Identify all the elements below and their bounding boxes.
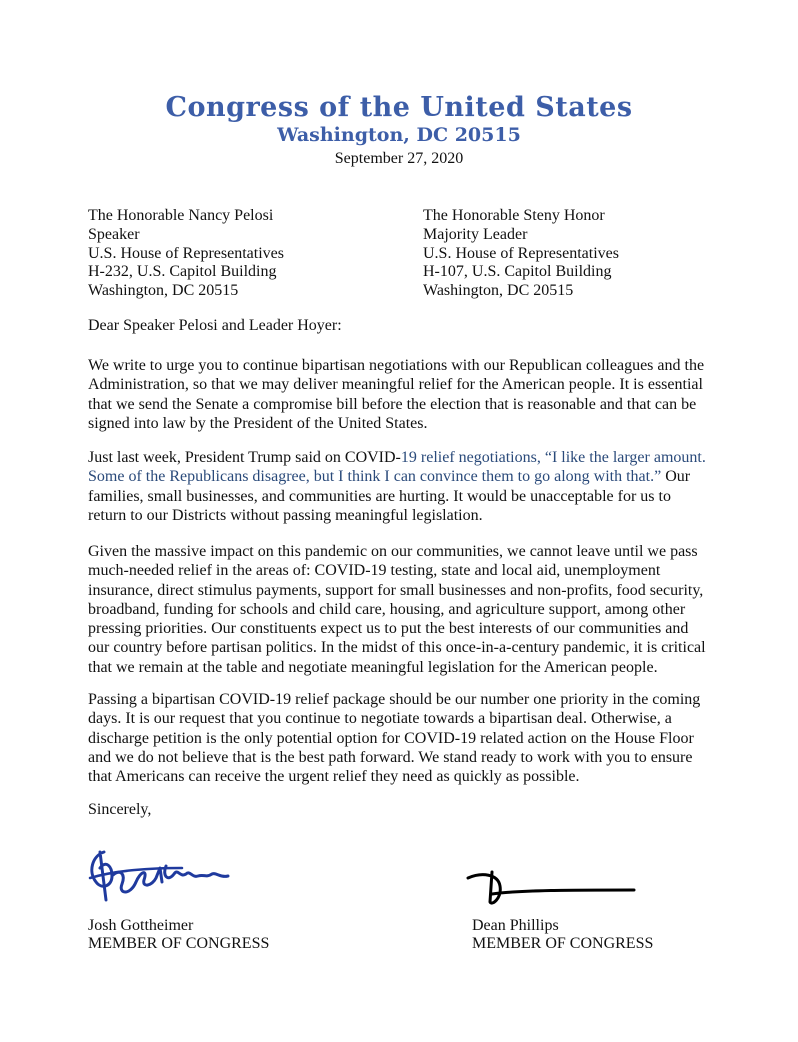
closing: Sincerely, — [88, 801, 152, 818]
signer-gottheimer — [88, 917, 269, 953]
recipient-name: The Honorable Nancy Pelosi — [88, 207, 274, 224]
recipient-address-hoyer — [423, 207, 619, 301]
letter-date: September 27, 2020 — [334, 150, 464, 167]
recipient-address-pelosi — [88, 207, 284, 301]
signer-phillips — [472, 917, 653, 953]
salutation: Dear Speaker Pelosi and Leader Hoyer: — [88, 317, 342, 334]
recipient-name: The Honorable Steny Honor — [423, 207, 605, 224]
recipient-org: U.S. House of Representatives — [88, 244, 284, 262]
signature-gottheimer — [82, 838, 242, 910]
letterhead-location: Washington, DC 20515 — [277, 124, 521, 146]
body-paragraph-2 — [88, 448, 713, 525]
recipient-title: Majority Leader — [423, 225, 528, 243]
letterhead-title: Congress of the United States — [165, 92, 633, 123]
paragraph-2-start: Just last week, President Trump said on COVID- — [88, 449, 401, 466]
recipient-office: H-232, U.S. Capitol Building — [88, 263, 277, 281]
body-paragraph-4: Passing a bipartisan COVID-19 relief package should be our number one priority in the coming days. It is our request that you continue to negotiate towards a bipartisan deal. Otherwise, a discharge petition is the only potential option for COVID-19 related action on the House Floor and we do not believe that is the best path forward. We stand ready to work with you to ensure that Americans can receive the urgent relief they need as quickly as possible. — [88, 691, 701, 786]
signer-name: Dean Phillips — [472, 917, 559, 934]
signer-title: MEMBER OF CONGRESS — [472, 935, 654, 952]
signer-name: Josh Gottheimer — [88, 917, 194, 934]
recipient-title: Speaker — [88, 225, 140, 243]
recipient-city: Washington, DC 20515 — [423, 282, 574, 300]
signer-title: MEMBER OF CONGRESS — [88, 935, 270, 952]
recipient-city: Washington, DC 20515 — [88, 282, 239, 300]
trump-quote: 19 relief negotiations, “I like the larger amount. Some of the Republicans disagree, but I think I can convince them to go along with that.” — [88, 449, 706, 486]
body-paragraph-3: Given the massive impact on this pandemic on our communities, we cannot leave until we pass much-needed relief in the areas of: COVID-19 testing, state and local aid, unemployment insurance, direct stimulus payments, support for small businesses and non-profits, food security, broadband, funding for schools and child care, housing, and agriculture support, among other pressing priorities. Our constituents expect us to put the best interests of our communities and our country before partisan politics. In the midst of this once-in-a-century pandemic, it is critical that we remain at the table and negotiate meaningful legislation for the American people. — [88, 543, 706, 676]
signature-phillips — [462, 868, 642, 918]
recipient-org: U.S. House of Representatives — [423, 244, 619, 262]
paragraph-2-end: Our families, small businesses, and communities are hurting. It would be unacceptable for us to return to our Districts without passing meaningful legislation. — [88, 468, 691, 524]
recipient-office: H-107, U.S. Capitol Building — [423, 263, 612, 281]
body-paragraph-1: We write to urge you to continue bipartisan negotiations with our Republican colleagues and the Administration, so that we may deliver meaningful relief for the American people. It is essential that we send the Senate a compromise bill before the election that is reasonable and that can be signed into law by the President of the United States. — [88, 357, 705, 432]
